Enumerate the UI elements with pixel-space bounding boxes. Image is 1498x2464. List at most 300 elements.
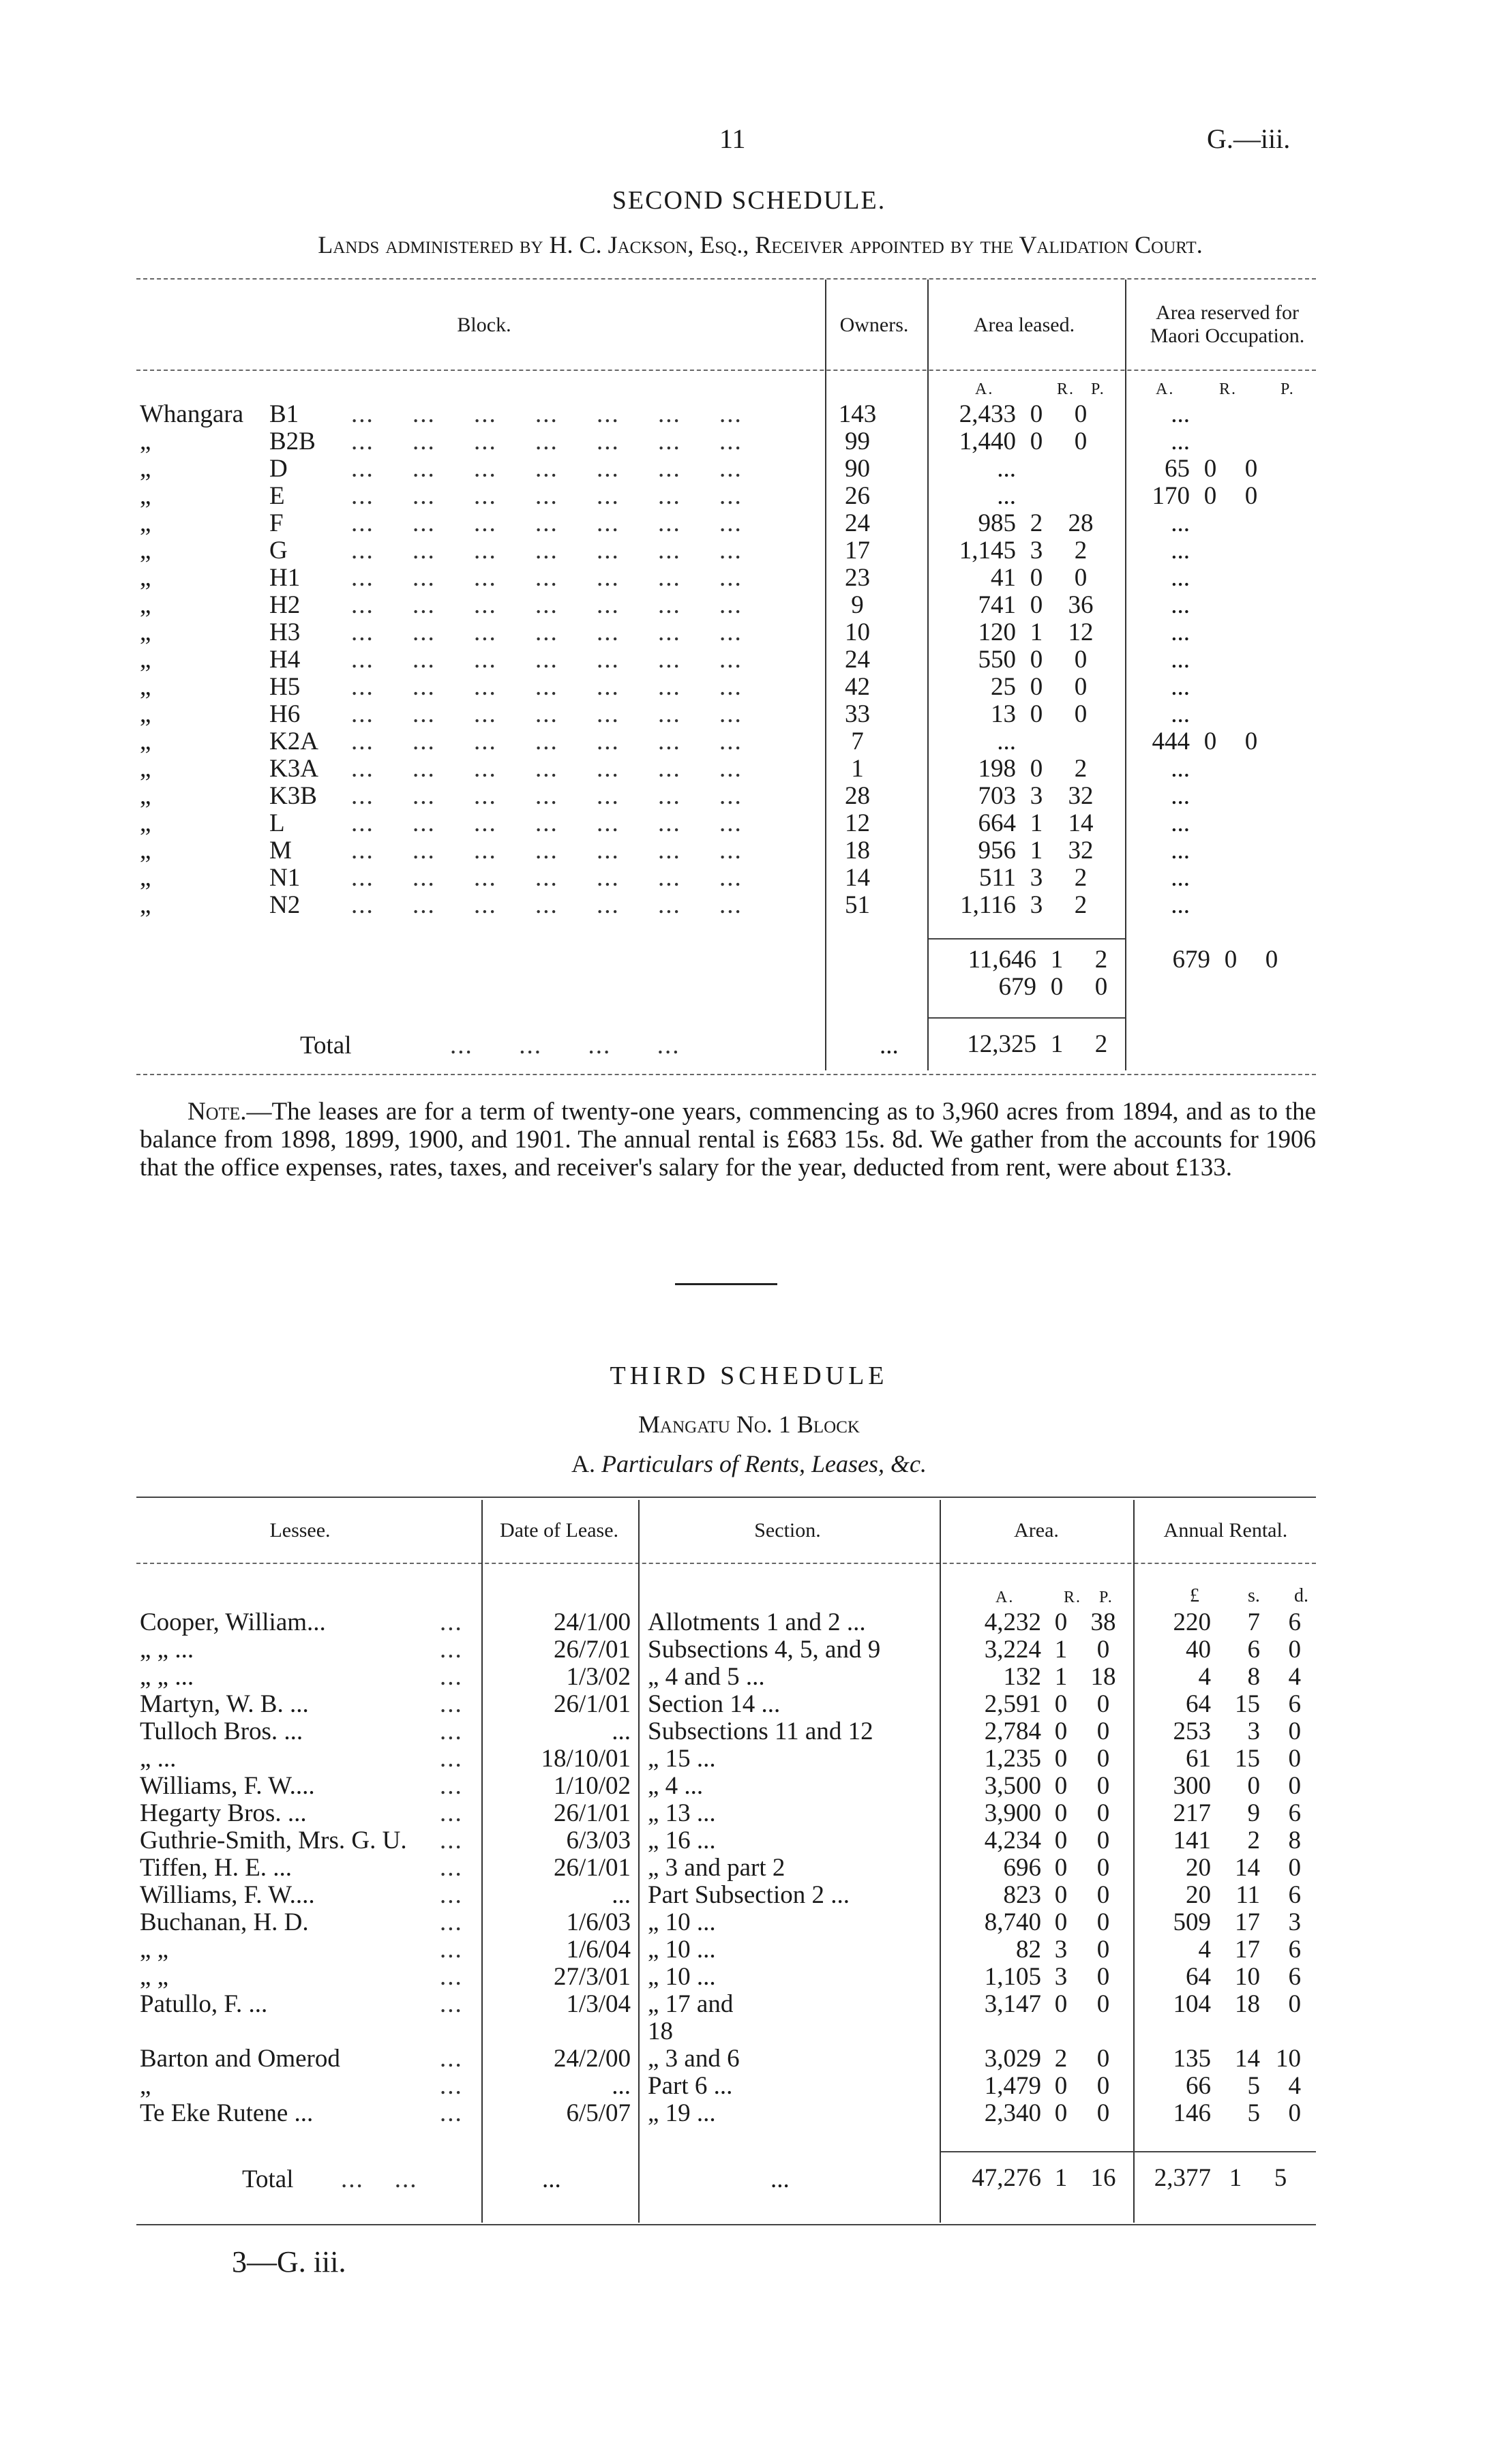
leased-perches (1057, 483, 1105, 510)
lessee-name: Patullo, F. ... (140, 1990, 268, 2018)
lease-section: „ 13 ... (648, 1799, 716, 1827)
lessee-name: Guthrie-Smith, Mrs. G. U. (140, 1827, 407, 1854)
block-name: H6 (269, 700, 301, 728)
rental-pence: 6 (1288, 1963, 1301, 1991)
leader-dots: ... ... ... ... ... ... ... (351, 837, 743, 865)
area-acres: 3,147 (984, 1990, 1041, 2018)
area-acres: 8,740 (984, 1908, 1041, 1936)
second-subtotals (927, 946, 1292, 1001)
third-total-rule (941, 2151, 1316, 2152)
leader-dots: ... (440, 1745, 463, 1773)
lease-date: 26/1/01 (553, 1799, 631, 1827)
reserved-unit-a: A. (1156, 380, 1175, 398)
reserved-roods (1190, 510, 1231, 537)
block-row (140, 783, 1272, 810)
area-perches: 0 (1096, 1636, 1110, 1664)
lease-date: 1/6/04 (566, 1936, 631, 1964)
leader-dots: ... (440, 1636, 463, 1664)
leader-dots: ... ... ... ... ... ... ... (351, 509, 743, 537)
leader-dots: ... (440, 1827, 463, 1854)
lease-date: 18/10/01 (541, 1745, 631, 1773)
area-roods: 0 (1054, 1881, 1068, 1909)
block-prefix: „ (140, 864, 151, 892)
rental-shillings: 8 (1247, 1663, 1260, 1691)
leased-perches: 2 (1074, 891, 1088, 919)
lessee-name: „ „ ... (140, 1636, 194, 1664)
subtotal2-perches: 0 (1094, 973, 1108, 1001)
area-roods: 0 (1054, 1608, 1068, 1636)
rental-pounds: 253 (1173, 1717, 1211, 1745)
rental-pounds (1126, 2018, 1211, 2045)
block-prefix: Whangara (140, 400, 244, 428)
lessee-name: Cooper, William... (140, 1608, 326, 1636)
reserved-acres: 170 (1152, 482, 1190, 510)
leader-dots (440, 2018, 481, 2045)
reserved-acres: 444 (1152, 727, 1190, 755)
lease-section: Subsections 4, 5, and 9 (648, 1636, 881, 1664)
leased-perches: 0 (1074, 700, 1088, 728)
leased-roods: 0 (1030, 564, 1043, 592)
lease-section: „ 10 ... (648, 1936, 716, 1964)
reserved-roods (1190, 646, 1231, 674)
leader-dots: ... (440, 2045, 463, 2073)
leader-dots: ... ... ... ... ... ... ... (351, 864, 743, 892)
area-roods: 1 (1054, 1636, 1068, 1664)
leased-acres: 41 (991, 564, 1016, 592)
area-roods: 3 (1054, 1936, 1068, 1964)
rental-pounds: 40 (1186, 1636, 1211, 1664)
leader-dots: ... ... ... ... ... ... ... (351, 482, 743, 510)
area-roods: 0 (1054, 1717, 1068, 1745)
reserved-total-roods: 0 (1224, 946, 1238, 974)
leased-acres: 550 (978, 646, 1016, 674)
header-rental: Annual Rental. (1163, 1519, 1288, 1542)
area-roods: 0 (1054, 1745, 1068, 1773)
leased-acres: 664 (978, 809, 1016, 837)
area-acres: 1,479 (984, 2072, 1041, 2100)
total-acres: 12,325 (967, 1030, 1036, 1058)
rental-pounds: 4 (1198, 1663, 1211, 1691)
rental-unit-s: s. (1248, 1585, 1260, 1606)
block-row (140, 619, 1272, 646)
block-row (140, 810, 1272, 837)
leader-dots: ... (440, 1690, 463, 1718)
reserved-roods (1190, 428, 1231, 455)
leader-dots: ... ... ... ... ... ... ... (351, 455, 743, 483)
leader-dots: ... ... ... ... ... ... ... (351, 755, 743, 783)
area-acres: 696 (1003, 1854, 1041, 1882)
rental-pounds: 61 (1186, 1745, 1211, 1773)
reserved-perches (1231, 783, 1272, 810)
area-perches: 0 (1096, 1881, 1110, 1909)
area-acres: 823 (1003, 1881, 1041, 1909)
leased-perches: 0 (1074, 564, 1088, 592)
leader-dots: ... ... ... ... ... ... ... (351, 427, 743, 455)
leader-dots: ... ... ... ... ... ... ... (351, 673, 743, 701)
leader-dots: ... (440, 1608, 463, 1636)
block-name: G (269, 537, 288, 565)
area-perches: 0 (1096, 1827, 1110, 1854)
lease-date: 26/1/01 (553, 1854, 631, 1882)
block-prefix: „ (140, 646, 151, 674)
lease-row (140, 1854, 1301, 1882)
area-acres (932, 2018, 1041, 2045)
lease-section: „ 4 and 5 ... (648, 1663, 765, 1691)
area-perches: 0 (1096, 2045, 1110, 2073)
leader-dots: ... ... ... ... ... ... ... (351, 809, 743, 837)
section-divider (675, 1283, 777, 1285)
second-schedule-table (140, 401, 1272, 919)
block-row (140, 565, 1272, 592)
reserved-roods (1190, 701, 1231, 728)
rental-shillings: 7 (1247, 1608, 1260, 1636)
rental-pence: 6 (1288, 1799, 1301, 1827)
rental-pounds: 104 (1173, 1990, 1211, 2018)
rental-pounds: 135 (1173, 2045, 1211, 2073)
leader-dots: ... (440, 1881, 463, 1909)
note-text: —The leases are for a term of twenty-one years, commencing as to 3,960 acres from 1894, and as to the balance from 1898, 1899, 1900, and 1901. The annual rental is £683 15s. 8d. We gather from the accounts for 1906 that the office expenses, rates, taxes, and receiver's salary for the year, deducted from rent, were about £133. (140, 1098, 1316, 1182)
leader-dots: ... (440, 2099, 463, 2127)
area-acres: 3,029 (984, 2045, 1041, 2073)
rental-pounds: 64 (1186, 1690, 1211, 1718)
rental-pence: 0 (1288, 1854, 1301, 1882)
rental-pounds: 300 (1173, 1772, 1211, 1800)
leased-unit-r: R. (1057, 380, 1075, 398)
rental-shillings: 0 (1247, 1772, 1260, 1800)
header-owners: Owners. (839, 314, 909, 336)
lease-row (140, 1991, 1301, 2018)
block-name: H3 (269, 618, 301, 646)
lease-date: ... (612, 1881, 631, 1909)
reserved-unit-r: R. (1219, 380, 1238, 398)
third-schedule-title: THIRD SCHEDULE (610, 1362, 888, 1390)
third-header-rule (136, 1563, 1316, 1564)
lease-row (140, 2018, 1301, 2045)
second-schedule-title: SECOND SCHEDULE. (612, 186, 886, 215)
third-total-section: ... (770, 2165, 790, 2193)
leased-perches: 36 (1068, 591, 1094, 619)
leased-acres: 120 (978, 618, 1016, 646)
leader-dots: ... ... ... ... ... ... ... (351, 891, 743, 919)
block-row (140, 537, 1272, 565)
reserved-perches (1231, 837, 1272, 865)
reserved-perches (1231, 646, 1272, 674)
leased-acres: 198 (978, 755, 1016, 783)
area-roods: 0 (1054, 1908, 1068, 1936)
rental-shillings: 14 (1235, 1854, 1260, 1882)
lease-date: 27/3/01 (553, 1963, 631, 1991)
block-row (140, 701, 1272, 728)
reserved-acres: ... (1171, 427, 1190, 455)
reserved-roods: 0 (1203, 482, 1217, 510)
lease-date: 1/10/02 (553, 1772, 631, 1800)
lease-row (140, 1936, 1301, 1964)
block-row (140, 728, 1272, 755)
area-roods: 0 (1054, 1690, 1068, 1718)
leased-perches: 12 (1068, 618, 1094, 646)
lease-row (140, 1664, 1301, 1691)
area-acres: 2,784 (984, 1717, 1041, 1745)
area-acres: 4,232 (984, 1608, 1041, 1636)
reserved-roods (1190, 565, 1231, 592)
leased-perches: 0 (1074, 400, 1088, 428)
lease-section: Part 6 ... (648, 2072, 733, 2100)
owners-count: 12 (845, 809, 870, 837)
block-row (140, 865, 1272, 892)
lease-section: Allotments 1 and 2 ... (648, 1608, 866, 1636)
block-name: N2 (269, 891, 301, 919)
total-perches: 2 (1094, 1030, 1108, 1058)
leased-perches: 0 (1074, 673, 1088, 701)
leased-roods: 0 (1030, 591, 1043, 619)
lease-section: „ 16 ... (648, 1827, 716, 1854)
area-perches: 0 (1096, 1936, 1110, 1964)
leased-acres: ... (997, 482, 1016, 510)
lease-row (140, 2100, 1301, 2127)
second-note (140, 1098, 1316, 1182)
owners-count: 14 (845, 864, 870, 892)
area-roods (1041, 2018, 1081, 2045)
reserved-acres: ... (1171, 891, 1190, 919)
area-acres: 4,234 (984, 1827, 1041, 1854)
block-name: L (269, 809, 285, 837)
header-lessee: Lessee. (269, 1519, 331, 1542)
area-roods: 3 (1054, 1963, 1068, 1991)
rental-shillings: 17 (1235, 1908, 1260, 1936)
block-name: E (269, 482, 285, 510)
block-prefix: „ (140, 809, 151, 837)
lease-section: „ 3 and 6 (648, 2045, 740, 2073)
leased-perches (1057, 455, 1105, 483)
reserved-perches: 0 (1244, 727, 1258, 755)
leased-acres: 985 (978, 509, 1016, 537)
leased-roods: 1 (1030, 809, 1043, 837)
block-row (140, 837, 1272, 865)
block-name: M (269, 837, 292, 865)
leased-roods (1016, 455, 1057, 483)
block-name: F (269, 509, 284, 537)
lessee-name: Williams, F. W.... (140, 1772, 315, 1800)
rental-shillings: 15 (1235, 1690, 1260, 1718)
owners-count: 23 (845, 564, 870, 592)
lease-date (481, 2018, 631, 2045)
lessee-name: Te Eke Rutene ... (140, 2099, 314, 2127)
rental-pounds: 20 (1186, 1881, 1211, 1909)
leased-acres: 1,116 (960, 891, 1016, 919)
lease-date: 1/6/03 (566, 1908, 631, 1936)
subtotal-row-2 (927, 974, 1292, 1001)
third-block-name: Mangatu No. 1 Block (638, 1411, 860, 1438)
rental-pounds: 146 (1173, 2099, 1211, 2127)
subtotal2-acres: 679 (998, 973, 1036, 1001)
rental-pounds: 220 (1173, 1608, 1211, 1636)
rental-pence: 0 (1288, 1745, 1301, 1773)
rental-pounds: 66 (1186, 2072, 1211, 2100)
rental-shillings: 2 (1247, 1827, 1260, 1854)
lessee-name: Tiffen, H. E. ... (140, 1854, 293, 1882)
area-unit-a: A. (995, 1589, 1015, 1606)
area-perches: 0 (1096, 2072, 1110, 2100)
header-area: Area. (1014, 1519, 1059, 1542)
reserved-perches (1231, 701, 1272, 728)
leased-roods: 3 (1030, 537, 1043, 565)
lease-row (140, 1636, 1301, 1664)
reserved-roods: 0 (1203, 727, 1217, 755)
second-total (927, 1031, 1125, 1058)
area-unit-p: P. (1099, 1589, 1113, 1606)
leader-dots: ... ... ... ... ... ... ... (351, 618, 743, 646)
lease-section: „ 19 ... (648, 2099, 716, 2127)
reserved-roods (1190, 837, 1231, 865)
area-perches: 0 (1096, 1908, 1110, 1936)
owners-count: 10 (845, 618, 870, 646)
leased-roods: 0 (1030, 673, 1043, 701)
lessee-name: „ ... (140, 1745, 177, 1773)
reserved-acres: ... (1171, 591, 1190, 619)
area-roods: 0 (1054, 1799, 1068, 1827)
leader-dots: ... (440, 1936, 463, 1964)
second-schedule-subtitle: Lands administered by H. C. Jackson, Esq., Receiver appointed by the Validation Court. (318, 231, 1203, 258)
rental-pence (1260, 2018, 1301, 2045)
block-prefix: „ (140, 755, 151, 783)
lease-date: ... (612, 2072, 631, 2100)
owners-count: 24 (845, 646, 870, 674)
rental-shillings: 9 (1247, 1799, 1260, 1827)
reserved-acres: ... (1171, 537, 1190, 565)
area-acres: 3,500 (984, 1772, 1041, 1800)
lessee-name: Barton and Omerod (140, 2045, 340, 2073)
reserved-perches (1231, 537, 1272, 565)
rental-shillings: 14 (1235, 2045, 1260, 2073)
block-prefix: „ (140, 700, 151, 728)
reserved-perches (1231, 865, 1272, 892)
area-unit-r: R. (1064, 1589, 1082, 1606)
rental-pounds: 141 (1173, 1827, 1211, 1854)
area-perches: 18 (1090, 1663, 1116, 1691)
reserved-perches: 0 (1244, 455, 1258, 483)
lease-section: „ 4 ... (648, 1772, 704, 1800)
subtotal-rule-bottom (929, 1017, 1125, 1019)
block-row (140, 483, 1272, 510)
lease-section: „ 10 ... (648, 1963, 716, 1991)
lease-row (140, 1827, 1301, 1854)
third-bottom-rule (136, 2224, 1316, 2225)
area-acres: 2,591 (984, 1690, 1041, 1718)
rental-pence: 0 (1288, 1636, 1301, 1664)
area-acres: 1,235 (984, 1745, 1041, 1773)
lease-date: 1/3/04 (566, 1990, 631, 2018)
block-prefix: „ (140, 482, 151, 510)
block-prefix: „ (140, 782, 151, 810)
reserved-total-acres: 679 (1172, 946, 1210, 974)
leader-dots: ... (440, 1772, 463, 1800)
rental-shillings: 3 (1247, 1717, 1260, 1745)
lessee-name: Williams, F. W.... (140, 1881, 315, 1909)
note-label: Note. (188, 1098, 247, 1126)
rental-pence: 3 (1288, 1908, 1301, 1936)
subtotal-rule-top (929, 938, 1125, 940)
reserved-roods (1190, 674, 1231, 701)
lease-date: 6/5/07 (566, 2099, 631, 2127)
reserved-perches (1231, 619, 1272, 646)
block-row (140, 892, 1272, 919)
reserved-perches: 0 (1244, 482, 1258, 510)
rental-pounds: 217 (1173, 1799, 1211, 1827)
second-total-dots: ... ... ... ... (450, 1032, 680, 1060)
reserved-roods (1190, 783, 1231, 810)
block-name: K3B (269, 782, 317, 810)
leased-unit-a: A. (975, 380, 994, 398)
block-prefix: „ (140, 427, 151, 455)
rental-pounds: 4 (1198, 1936, 1211, 1964)
lease-row (140, 1718, 1301, 1745)
area-perches: 0 (1096, 1799, 1110, 1827)
page-number: 11 (719, 123, 746, 154)
area-perches: 0 (1096, 1963, 1110, 1991)
leased-roods: 2 (1030, 509, 1043, 537)
subtotal1-perches: 2 (1094, 946, 1108, 974)
lease-section: Section 14 ... (648, 1690, 781, 1718)
leased-roods: 0 (1030, 400, 1043, 428)
area-roods: 0 (1054, 2072, 1068, 2100)
reserved-perches (1231, 810, 1272, 837)
area-perches (1081, 2018, 1126, 2045)
lease-row (140, 2073, 1301, 2100)
leased-acres: ... (997, 455, 1016, 483)
lease-row (140, 1745, 1301, 1773)
third-subheading (0, 1449, 1498, 1478)
leader-dots: ... (440, 1990, 463, 2018)
second-total-label: Total (300, 1032, 352, 1060)
rental-pence: 6 (1288, 1881, 1301, 1909)
rental-pounds: 64 (1186, 1963, 1211, 1991)
leased-roods (1016, 728, 1057, 755)
reserved-roods (1190, 810, 1231, 837)
reserved-acres: ... (1171, 400, 1190, 428)
block-name: H2 (269, 591, 301, 619)
block-row (140, 455, 1272, 483)
reserved-roods (1190, 537, 1231, 565)
third-total-acres: 47,276 (972, 2164, 1041, 2192)
area-acres: 3,900 (984, 1799, 1041, 1827)
reserved-acres: ... (1171, 837, 1190, 865)
leased-acres: 1,145 (959, 537, 1016, 565)
lease-date: 24/2/00 (553, 2045, 631, 2073)
lease-date: 6/3/03 (566, 1827, 631, 1854)
third-total-perches: 16 (1090, 2164, 1116, 2192)
lease-row (140, 1964, 1301, 1991)
area-perches: 0 (1096, 1990, 1110, 2018)
leased-acres: 956 (978, 837, 1016, 865)
leader-dots: ... ... ... ... ... ... ... (351, 700, 743, 728)
block-name: H1 (269, 564, 301, 592)
lease-row (140, 1800, 1301, 1827)
lease-row (140, 1609, 1301, 1636)
owners-count: 7 (851, 727, 864, 755)
block-prefix: „ (140, 673, 151, 701)
rental-pence: 10 (1276, 2045, 1301, 2073)
leased-acres: 511 (978, 864, 1016, 892)
leader-dots: ... (440, 1963, 463, 1991)
lease-section: „ 15 ... (648, 1745, 716, 1773)
lessee-name: „ „ (140, 1963, 169, 1991)
lease-row (140, 1882, 1301, 1909)
reserved-acres: ... (1171, 700, 1190, 728)
area-roods: 0 (1054, 1827, 1068, 1854)
owners-count: 24 (845, 509, 870, 537)
third-total-roods: 1 (1054, 2164, 1068, 2192)
owners-count: 1 (851, 755, 864, 783)
